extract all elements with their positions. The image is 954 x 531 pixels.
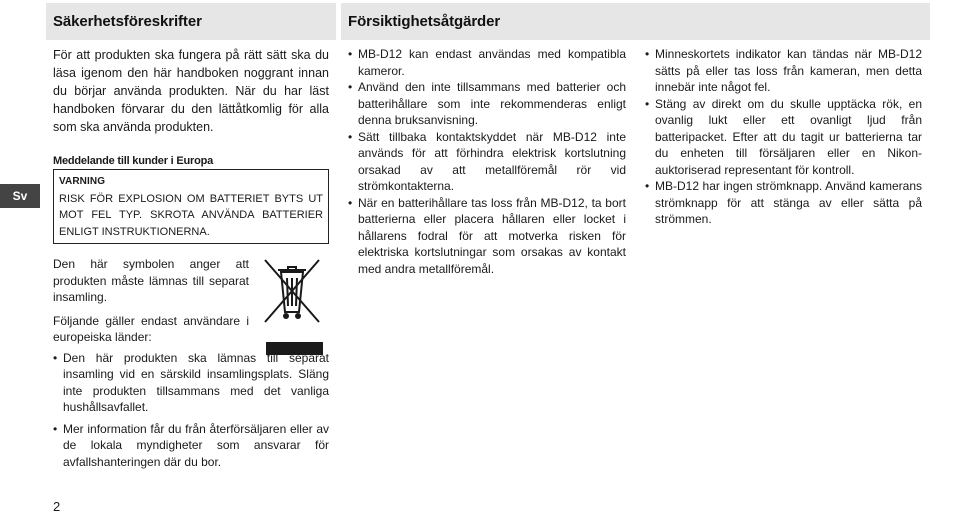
- list-item-text: MB-D12 har ingen strömknapp. Använd kamerans strömknapp för att stänga av eller sätta på strömmen.: [655, 179, 922, 226]
- precautions-column-2: [645, 46, 922, 228]
- disposal-section: [53, 256, 329, 346]
- list-item-text: Mer information får du från återförsäljaren eller av de lokala myndigheter som ansvarar för avfallshanteringen där du bor.: [63, 421, 329, 469]
- crossed-out-wheelie-bin-icon: [261, 254, 323, 328]
- notice-heading: Meddelande till kunder i Europa: [53, 154, 329, 170]
- section-title-safety: Säkerhetsföreskrifter: [53, 13, 202, 30]
- precautions-column-1: [348, 46, 626, 277]
- warning-text: RISK FÖR EXPLOSION OM BATTERIET BYTS UT MOT FEL TYP. SKROTA ANVÄNDA BATTERIER ENLIGT INSTRUKTIONERNA.: [59, 192, 323, 238]
- list-item-text: Den här produkten ska lämnas till separat insamling vid en särskild insamlingsplats. Släng inte produkten tillsammans med det vanliga hushållsavfallet.: [63, 350, 329, 414]
- language-tab: Sv: [0, 184, 40, 208]
- header-bar-safety: [46, 3, 336, 40]
- list-item: [348, 46, 626, 79]
- list-item: [348, 129, 626, 195]
- list-item-text: Sätt tillbaka kontaktskyddet när MB-D12 inte används för att förhindra elektrisk kortslutning orsakad av att metallföremål rör vid strömkontakterna.: [358, 129, 626, 193]
- list-item-text: När en batterihållare tas loss från MB-D12, ta bort batterierna eller placera hållaren eller locket i hållarens fodral för att motverka risken för elektriska kortslutningar som orsakas av kontakt med andra metallföremål.: [358, 195, 626, 276]
- list-item-text: MB-D12 kan endast användas med kompatibla kameror.: [358, 47, 626, 78]
- intro-paragraph: För att produkten ska fungera på rätt sätt ska du läsa igenom den här handboken noggrant innan du börjar använda produkten. När du har läst handboken förvarar du den lättåtkomlig för alla som ska använda produkten.: [53, 48, 329, 134]
- applies-paragraph: Följande gäller endast användare i europeiska länder:: [53, 313, 249, 344]
- list-item: [348, 79, 626, 129]
- list-item: [53, 350, 329, 416]
- list-item-text: Stäng av direkt om du skulle upptäcka rök, en ovanlig lukt eller ett ovanligt ljud från batteripacket. Efter att du tagit ur batterierna tar du enheten till försäljaren eller en Nikon-auktoriserad representant för kontroll.: [655, 96, 922, 177]
- list-item-text: Använd den inte tillsammans med batterier och batterihållare som inte rekommenderas enligt denna bruksanvisning.: [358, 80, 626, 127]
- disposal-bullets: [53, 350, 329, 471]
- header-bar-precautions: [341, 3, 930, 40]
- list-item: [645, 178, 922, 228]
- list-item: [348, 195, 626, 278]
- section-title-precautions: Försiktighetsåtgärder: [348, 13, 501, 30]
- safety-column: [53, 46, 329, 470]
- precautions-bullets-2: [645, 46, 922, 228]
- warning-box: [53, 170, 329, 244]
- warning-title: VARNING: [59, 176, 106, 187]
- list-item-text: Minneskortets indikator kan tändas när MB-D12 sätts på eller tas loss från kameran, men detta innebär inte något fel.: [655, 47, 922, 94]
- page-number: 2: [53, 499, 61, 514]
- precautions-bullets-1: [348, 46, 626, 277]
- symbol-paragraph: Den här symbolen anger att produkten måste lämnas till separat insamling.: [53, 257, 249, 304]
- list-item: [645, 96, 922, 179]
- list-item: [53, 421, 329, 471]
- list-item: [645, 46, 922, 96]
